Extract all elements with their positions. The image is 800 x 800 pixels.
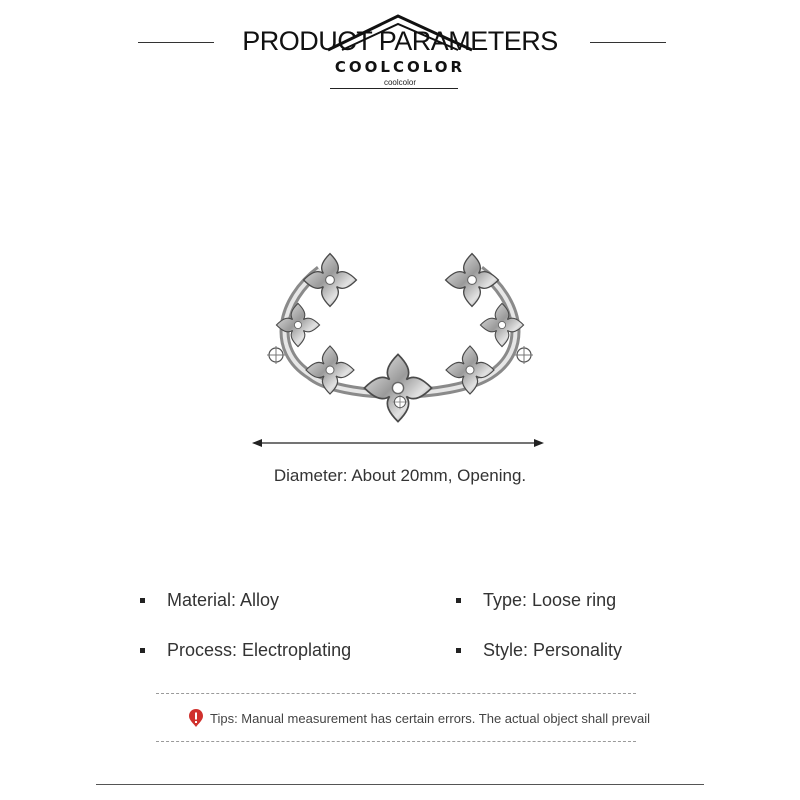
- bullet-icon: [456, 648, 461, 653]
- spec-style: [456, 640, 622, 661]
- tips-text: Tips: Manual measurement has certain errors. The actual object shall prevail: [210, 710, 651, 726]
- spec-process: [140, 640, 351, 661]
- warning-icon: [186, 708, 206, 728]
- spec-label: Material: Alloy: [167, 590, 280, 610]
- spec-type: [456, 590, 616, 611]
- tips-note: [186, 708, 650, 728]
- diameter-caption: Diameter: About 20mm, Opening.: [273, 466, 527, 485]
- diameter-arrow: [252, 433, 544, 453]
- spec-label: Type: Loose ring: [483, 590, 617, 610]
- bullet-icon: [140, 598, 145, 603]
- ring-product-image: [250, 240, 550, 440]
- spec-material: [140, 590, 279, 611]
- bullet-icon: [456, 598, 461, 603]
- page-title: PRODUCT PARAMETERS: [242, 26, 558, 56]
- tips-bottom-divider: [156, 741, 636, 742]
- brand-subtext: coolcolor: [383, 78, 416, 87]
- spec-label: Style: Personality: [483, 640, 623, 660]
- tips-top-divider: [156, 693, 636, 694]
- spec-label: Process: Electroplating: [167, 640, 352, 660]
- bullet-icon: [140, 648, 145, 653]
- brand-underline: [330, 88, 458, 89]
- footer-rule: [96, 784, 704, 785]
- brand-logo: COOLCOLOR: [334, 58, 466, 76]
